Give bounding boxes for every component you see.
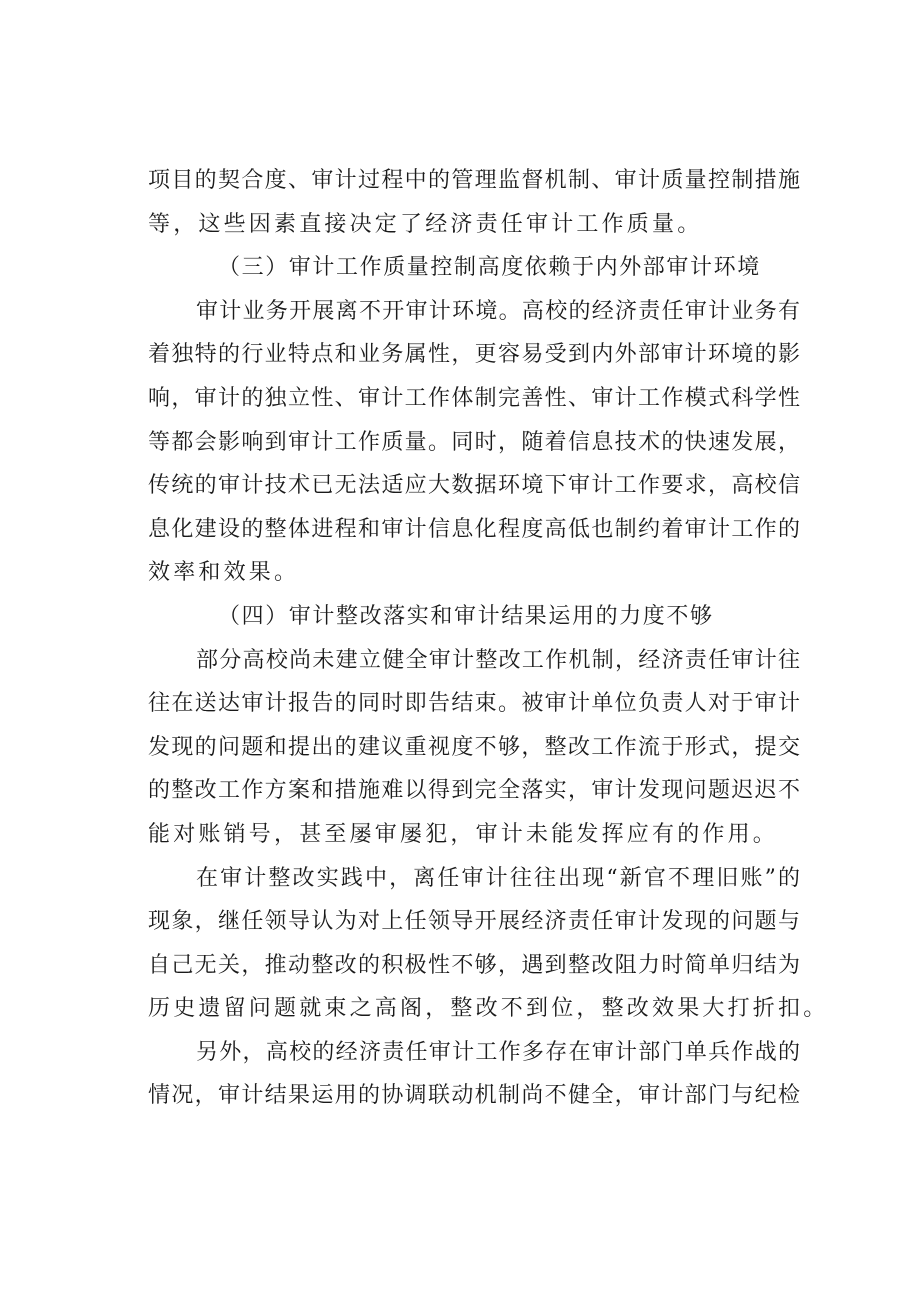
paragraph-line: 息化建设的整体进程和审计信息化程度高低也制约着审计工作的 xyxy=(148,516,800,542)
section-heading: （三）审计工作质量控制高度依赖于内外部审计环境 xyxy=(218,255,761,281)
paragraph-line: 效率和效果。 xyxy=(148,560,300,586)
paragraph-line: 等，这些因素直接决定了经济责任审计工作质量。 xyxy=(148,211,703,237)
paragraph-line: 发现的问题和提出的建议重视度不够，整改工作流于形式，提交 xyxy=(148,734,800,760)
paragraph-first-line: 另外，高校的经济责任审计工作多存在审计部门单兵作战的 xyxy=(196,1039,800,1065)
paragraph-line: 现象，继任领导认为对上任领导开展经济责任审计发现的问题与 xyxy=(148,909,800,935)
paragraph-line: 自己无关，推动整改的积极性不够，遇到整改阻力时简单归结为 xyxy=(148,952,800,978)
paragraph-line: 能对账销号，甚至屡审屡犯，审计未能发挥应有的作用。 xyxy=(148,821,779,847)
paragraph-line: 的整改工作方案和措施难以得到完全落实，审计发现问题迟迟不 xyxy=(148,778,800,804)
paragraph-first-line: 部分高校尚未建立健全审计整改工作机制，经济责任审计往 xyxy=(196,647,800,673)
paragraph-first-line: 在审计整改实践中，离任审计往往出现“新官不理旧账”的 xyxy=(196,865,800,891)
paragraph-line: 历史遗留问题就束之高阁，整改不到位，整改效果大打折扣。 xyxy=(148,996,829,1022)
paragraph-line: 响，审计的独立性、审计工作体制完善性、审计工作模式科学性 xyxy=(148,385,800,411)
paragraph-first-line: 审计业务开展离不开审计环境。高校的经济责任审计业务有 xyxy=(196,298,800,324)
paragraph-line: 传统的审计技术已无法适应大数据环境下审计工作要求，高校信 xyxy=(148,473,800,499)
paragraph-line: 项目的契合度、审计过程中的管理监督机制、审计质量控制措施 xyxy=(148,168,800,193)
paragraph-line: 情况，审计结果运用的协调联动机制尚不健全，审计部门与纪检 xyxy=(148,1083,800,1109)
section-heading: （四）审计整改落实和审计结果运用的力度不够 xyxy=(218,603,714,629)
paragraph-line: 等都会影响到审计工作质量。同时，随着信息技术的快速发展， xyxy=(148,429,800,455)
body-text xyxy=(148,159,829,1118)
paragraph-line: 往在送达审计报告的同时即告结束。被审计单位负责人对于审计 xyxy=(148,691,800,717)
paragraph-line: 着独特的行业特点和业务属性，更容易受到内外部审计环境的影 xyxy=(148,342,800,368)
